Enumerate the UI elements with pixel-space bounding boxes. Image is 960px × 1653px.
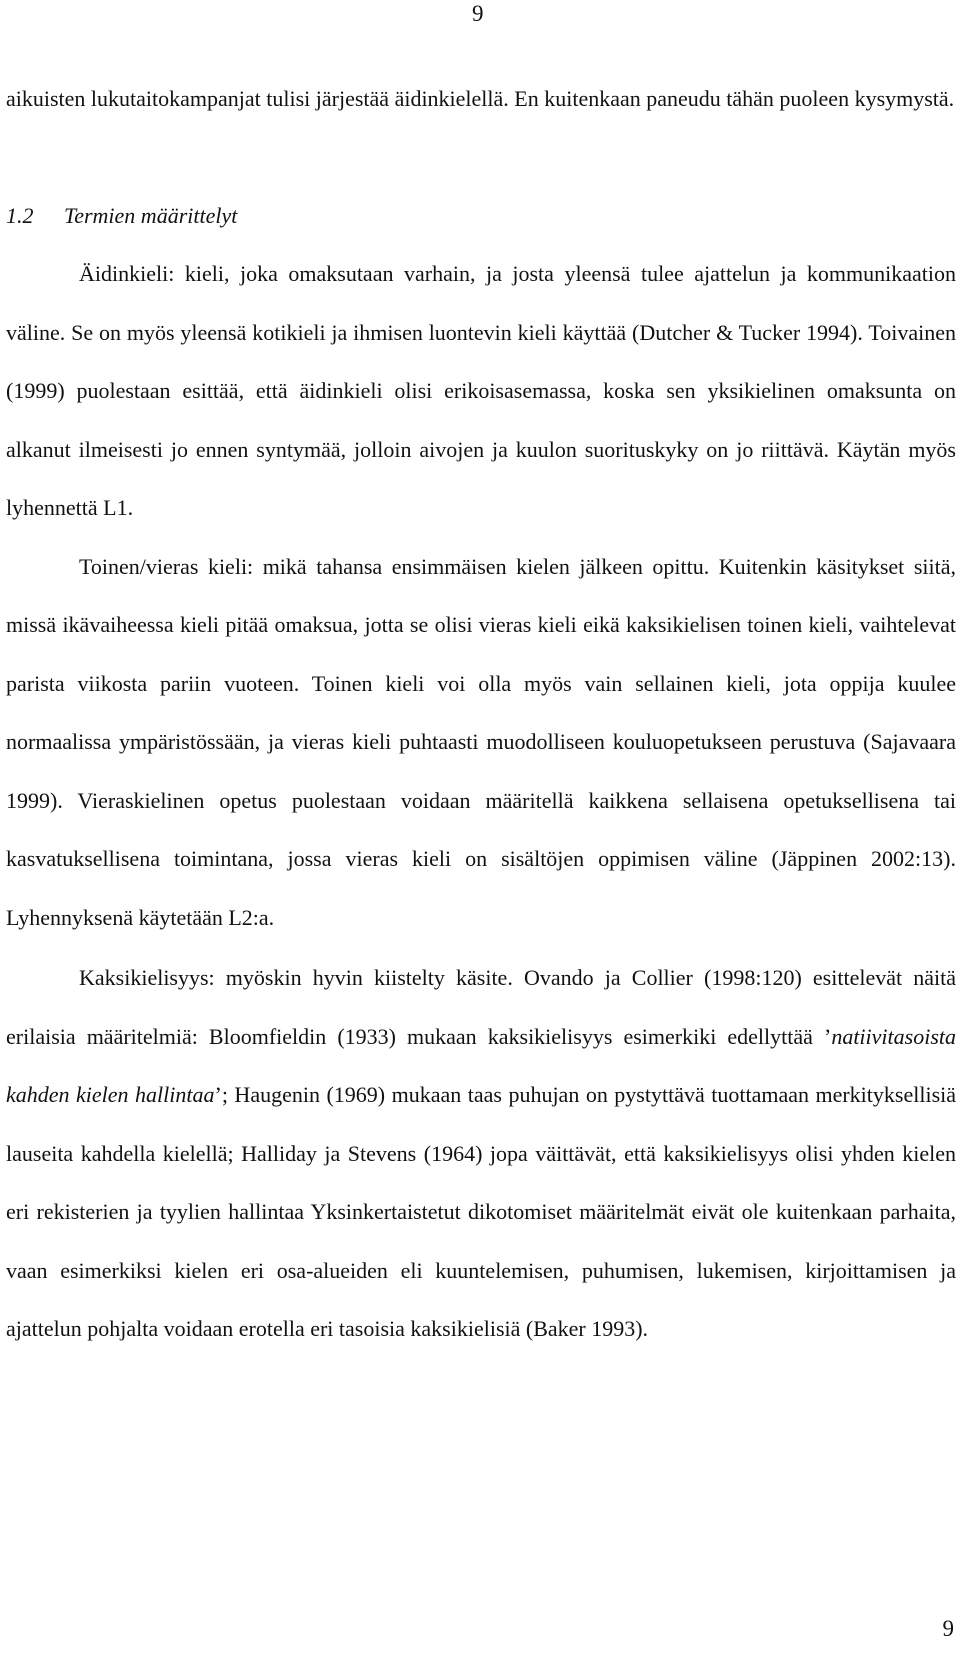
page-number-top: 9 bbox=[472, 1, 484, 26]
paragraph-intro-continuation: aikuisten lukutaitokampanjat tulisi järjestää äidinkielellä. En kuitenkaan paneudu tähän puoleen kysymystä. bbox=[6, 86, 955, 111]
section-title: Termien määrittelyt bbox=[64, 202, 238, 228]
bloomfield-quote: natiivitasoista kahden kielen hallintaa bbox=[6, 1023, 956, 1107]
bilingualism-text-end: ’; Haugenin (1969) mukaan taas puhujan on pystyttävä tuottamaan merkityksellisiä lauseita kahdella kielellä; Halliday ja Stevens (1964) jopa väittävät, että kaksikielisyys olisi yhden kielen eri rekisterien ja tyylien hallintaa Yksinkertaistetut dikotomiset määritelmät eivät ole kuitenkaan parhaita, vaan esimerkiksi kielen eri osa-alueiden eli kuuntelemisen, puhumisen, lukemisen, kirjoittamisen ja ajattelun pohjalta voidaan erotella eri tasoisia kaksikielisiä (Baker 1993). bbox=[6, 1082, 957, 1341]
paragraph-gap bbox=[6, 129, 956, 187]
document-body bbox=[6, 70, 956, 1359]
section-heading bbox=[6, 187, 956, 246]
paragraph-second-language: Toinen/vieras kieli: mikä tahansa ensimmäisen kielen jälkeen opittu. Kuitenkin käsitykset siitä, missä ikävaiheessa kieli pitää omaksua, jotta se olisi vieras kieli eikä kaksikielisen toinen kieli, vaihtelevat parista viikosta pariin vuoteen. Toinen kieli voi olla myös vain sellainen kieli, jota oppija kuulee normaalissa ympäristössään, ja vieras kieli puhtaasti muodolliseen kouluopetukseen perustuva (Sajavaara 1999). Vieraskielinen opetus puolestaan voidaan määritellä kaikkena sellaisena opetuksellisena tai kasvatuksellisena toimintana, jossa vieras kieli on sisältöjen oppimisen väline (Jäppinen 2002:13). Lyhennyksenä käytetään L2:a. bbox=[6, 553, 956, 930]
page-number-bottom: 9 bbox=[942, 1616, 954, 1641]
bilingualism-text-start: Kaksikielisyys: myöskin hyvin kiistelty käsite. Ovando ja Collier (1998:120) esittelevät näitä erilaisia määritelmiä: Bloomfieldin (1933) mukaan kaksikielisyys esimerkiki edellyttää ’ bbox=[6, 965, 956, 1049]
paragraph-bilingualism bbox=[6, 949, 956, 1359]
section-number: 1.2 bbox=[6, 202, 34, 228]
paragraph-mother-tongue: Äidinkieli: kieli, joka omaksutaan varhain, ja josta yleensä tulee ajattelun ja kommunikaation väline. Se on myös yleensä kotikieli ja ihmisen luontevin kieli käyttää (Dutcher & Tucker 1994). Toivainen (1999) puolestaan esittää, että äidinkieli olisi erikoisasemassa, koska sen yksikielinen omaksunta on alkanut ilmeisesti jo ennen syntymää, jolloin aivojen ja kuulon suorituskyky on jo riittävä. Käytän myös lyhennettä L1. bbox=[6, 261, 956, 520]
